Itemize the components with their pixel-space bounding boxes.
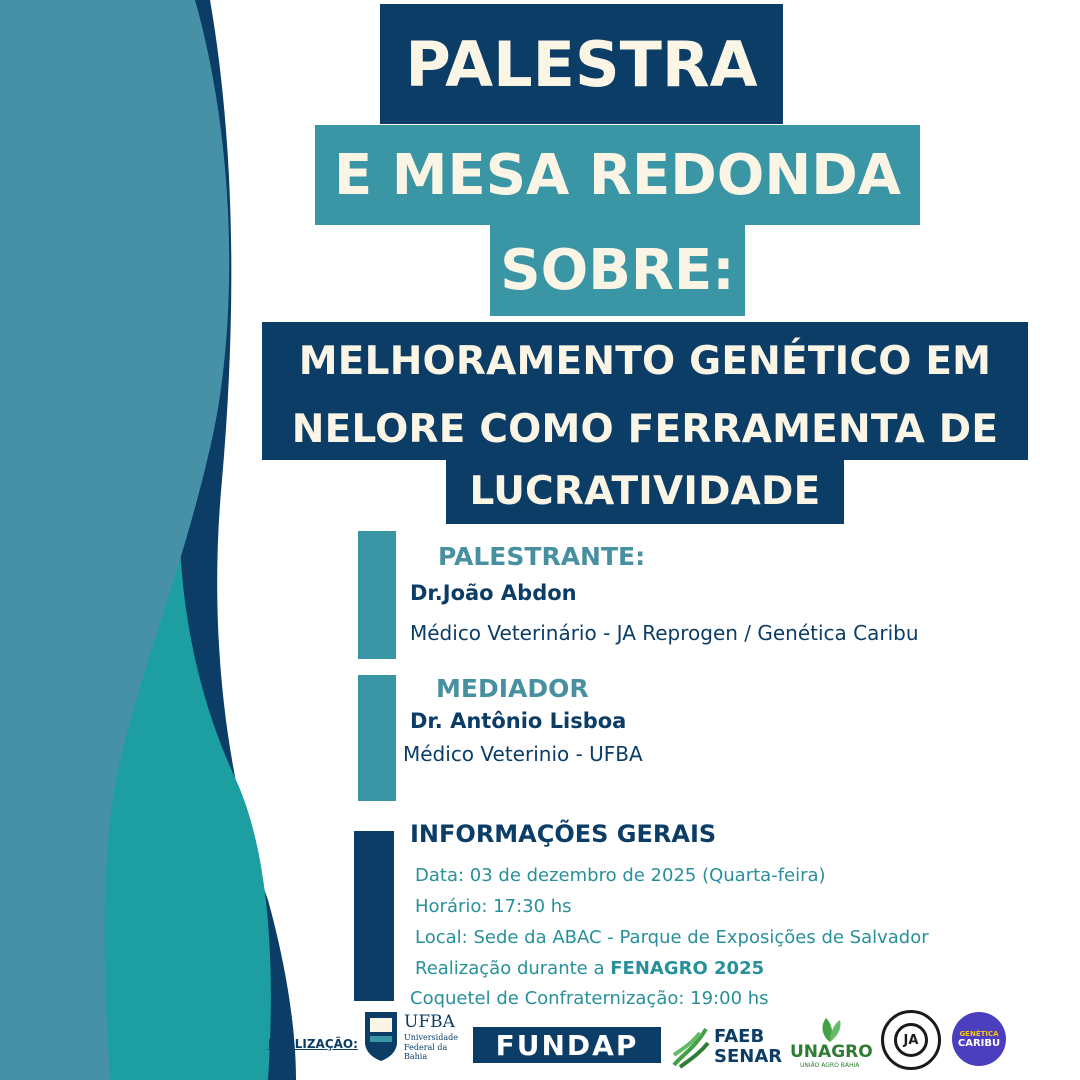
speaker-heading: PALESTRANTE: [438,542,646,571]
caribu-line-1: GENÉTICA [959,1029,999,1038]
info-cocktail: Coquetel de Confraternização: 19:00 hs [410,988,769,1009]
unagro-logo [788,1016,872,1072]
topic-line-2: NELORE COMO FERRAMENTA DE [262,398,1028,460]
unagro-text: UNAGRO [790,1042,873,1062]
speaker-role: Médico Veterinário - JA Reprogen / Genética Caribu [410,621,919,645]
mediator-role: Médico Veterinio - UFBA [403,742,643,766]
fundap-logo [473,1027,661,1063]
realization-label: REALIZAÇÃO: [268,1037,358,1051]
info-place: Local: Sede da ABAC - Parque de Exposições de Salvador [415,927,929,948]
ufba-shield-icon [362,1010,400,1062]
mediator-accent-bar [358,675,396,801]
topic-line-3: LUCRATIVIDADE [446,458,844,524]
ja-text: JA [903,1032,919,1048]
unagro-sub: UNIÃO AGRO BAHIA [800,1062,860,1069]
genetica-caribu-logo [952,1012,1006,1066]
info-date: Data: 03 de dezembro de 2025 (Quarta-feira) [415,865,826,886]
ufba-name: UFBA [404,1012,455,1032]
ja-reprogen-logo [881,1010,941,1070]
mediator-heading: MEDIADOR [436,674,589,703]
info-realization [415,958,764,979]
ufba-sub-1: Universidade [404,1033,458,1042]
speaker-name: Dr.João Abdon [410,581,577,605]
wheat-icon [670,1025,710,1069]
topic-line-1: MELHORAMENTO GENÉTICO EM [262,322,1028,400]
fundap-text: FUNDAP [495,1028,639,1062]
ufba-logo [362,1010,462,1062]
info-accent-bar [354,831,394,1001]
info-realization-event: FENAGRO 2025 [610,958,765,979]
background-waves [0,0,300,1080]
info-time: Horário: 17:30 hs [415,896,572,917]
info-realization-prefix: Realização durante a [415,958,611,979]
speaker-accent-bar [358,531,396,659]
title-line-1: PALESTRA [380,4,783,124]
caribu-line-2: CARIBU [957,1037,1001,1049]
faeb-text: FAEB [714,1026,765,1047]
info-heading: INFORMAÇÕES GERAIS [410,820,717,848]
mediator-name: Dr. Antônio Lisboa [410,709,627,733]
faeb-senar-logo [670,1025,782,1069]
title-line-2: E MESA REDONDA [315,125,920,225]
leaf-icon [788,1016,872,1044]
title-line-3: SOBRE: [490,225,745,316]
ufba-sub-2: Federal da Bahia [404,1043,448,1061]
senar-text: SENAR [714,1046,783,1067]
